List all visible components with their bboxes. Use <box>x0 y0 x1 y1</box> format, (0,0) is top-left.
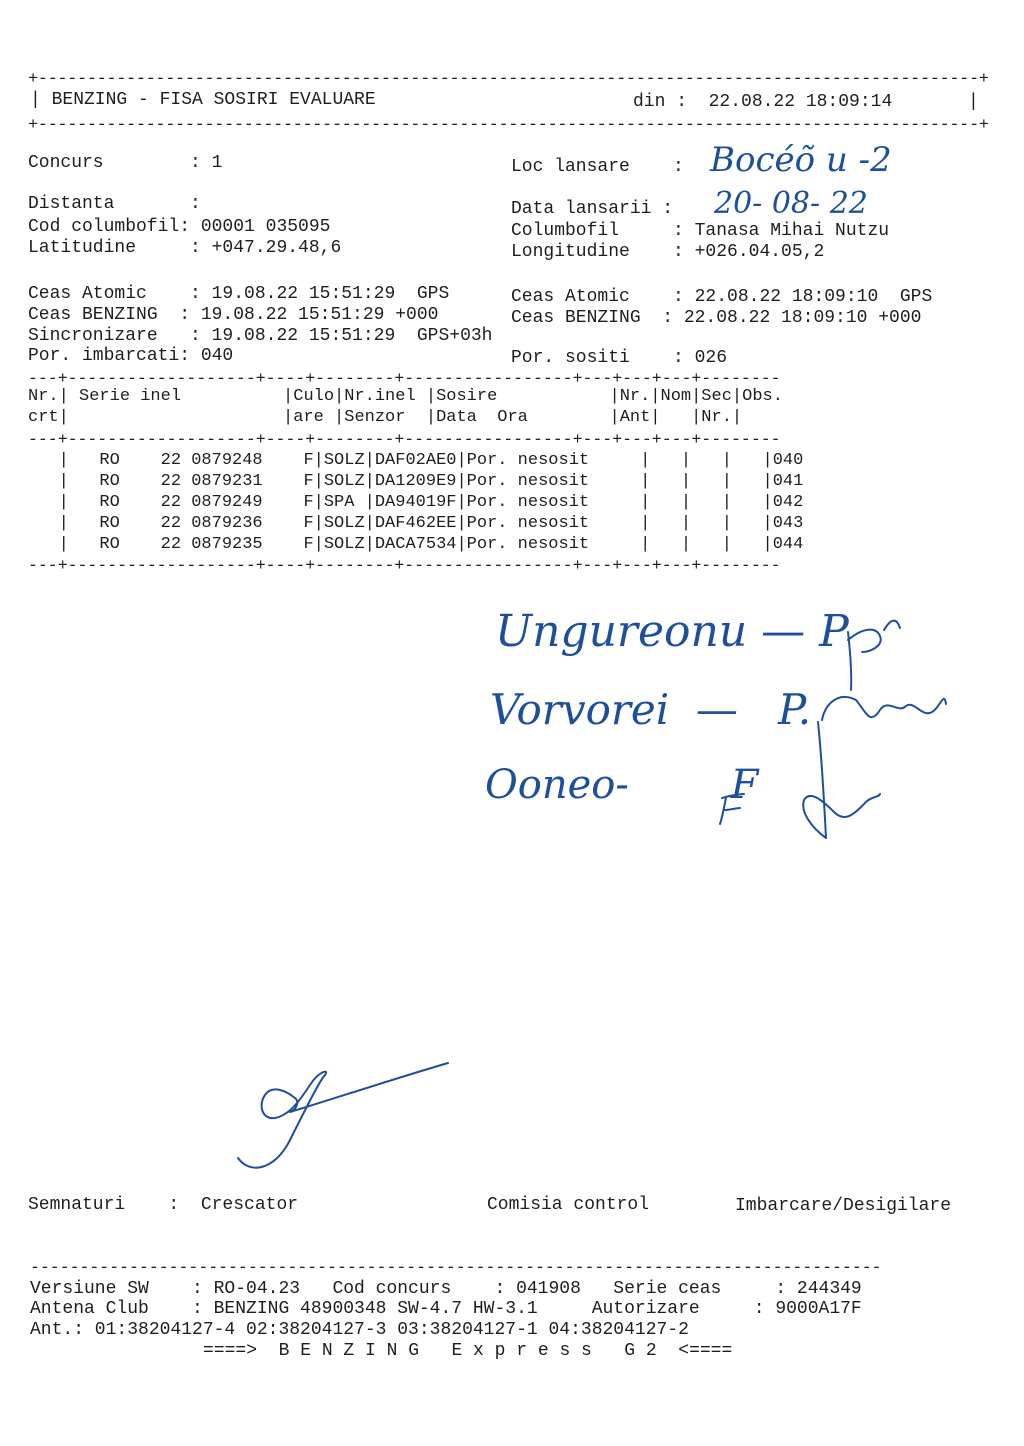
footer-line-version: Versiune SW : RO-04.23 Cod concurs : 041908 Serie ceas : 244349 <box>30 1279 862 1299</box>
footer-rule: -------------------------------------------------------------------------------------- <box>30 1258 882 1277</box>
semnaturi-crescator-label: Semnaturi : Crescator <box>28 1195 299 1215</box>
signature-mark <box>803 722 880 838</box>
cod-columbofil-field: Cod columbofil: 00001 035095 <box>28 217 331 237</box>
ceas-benzing-right: Ceas BENZING : 22.08.22 18:09:10 +000 <box>511 308 922 328</box>
header-right-bar: | <box>968 92 979 112</box>
sincronizare-field: Sincronizare : 19.08.22 15:51:29 GPS+03h <box>28 326 493 346</box>
page-title: | BENZING - FISA SOSIRI EVALUARE <box>30 90 376 110</box>
loc-lansare-handwritten: Bocéõ u -2 <box>710 140 892 180</box>
ceas-atomic-right: Ceas Atomic : 22.08.22 18:09:10 GPS <box>511 287 933 307</box>
table-row: | RO 22 0879248 F|SOLZ|DAF02AE0|Por. nesosit | | | |040 <box>28 451 804 470</box>
table-row: | RO 22 0879235 F|SOLZ|DACA7534|Por. nesosit | | | |044 <box>28 535 804 554</box>
por-imbarcati-field: Por. imbarcati: 040 <box>28 346 234 366</box>
table-row: | RO 22 0879231 F|SOLZ|DA1209E9|Por. nesosit | | | |041 <box>28 472 804 491</box>
ceas-atomic-left: Ceas Atomic : 19.08.22 15:51:29 GPS <box>28 284 450 304</box>
table-rule-bottom: ---+-------------------+----+--------+-----------------+---+---+---+-------- <box>28 556 781 575</box>
concurs-field: Concurs : 1 <box>28 153 223 173</box>
distanta-field: Distanta : <box>28 194 201 214</box>
handwritten-note-3: Ooneo- F <box>485 762 759 808</box>
handwritten-note-1: Ungureonu — P <box>495 606 849 657</box>
table-rule-mid: ---+-------------------+----+--------+-----------------+---+---+---+-------- <box>28 430 781 449</box>
signature-mark <box>848 621 900 690</box>
table-rule-top: ---+-------------------+----+--------+-----------------+---+---+---+-------- <box>28 369 781 388</box>
crescator-signature <box>238 1063 448 1168</box>
table-header-row-2: crt| |are |Senzor |Data Ora |Ant| |Nr.| <box>28 408 743 427</box>
header-bottom-rule: +------------------------------------------------------------------------------------------------+ <box>28 116 989 135</box>
ceas-benzing-left: Ceas BENZING : 19.08.22 15:51:29 +000 <box>28 305 439 325</box>
table-header-row-1: Nr.| Serie inel |Culo|Nr.inel |Sosire |Nr.|Nom|Sec|Obs. <box>28 387 783 406</box>
data-lansarii-label: Data lansarii : <box>511 199 674 219</box>
header-top-rule: +------------------------------------------------------------------------------------------------+ <box>28 70 989 89</box>
report-datetime: din : 22.08.22 18:09:14 <box>633 92 893 112</box>
columbofil-field: Columbofil : Tanasa Mihai Nutzu <box>511 221 890 241</box>
loc-lansare-label: Loc lansare : <box>511 157 684 177</box>
imbarcare-desigilare-label: Imbarcare/Desigilare <box>735 1196 952 1216</box>
table-row: | RO 22 0879236 F|SOLZ|DAF462EE|Por. nesosit | | | |043 <box>28 514 804 533</box>
signature-mark <box>822 697 946 720</box>
footer-brand-line: ====> B E N Z I N G E x p r e s s G 2 <==== <box>203 1341 733 1361</box>
longitudine-field: Longitudine : +026.04.05,2 <box>511 242 825 262</box>
footer-line-ant: Ant.: 01:38204127-4 02:38204127-3 03:38204127-1 04:38204127-2 <box>30 1320 689 1340</box>
latitudine-field: Latitudine : +047.29.48,6 <box>28 238 342 258</box>
por-sositi-field: Por. sositi : 026 <box>511 348 728 368</box>
signature-mark <box>720 794 744 824</box>
data-lansarii-handwritten: 20- 08- 22 <box>714 186 868 221</box>
comisia-control-label: Comisia control <box>487 1195 650 1215</box>
footer-line-antenna: Antena Club : BENZING 48900348 SW-4.7 HW-3.1 Autorizare : 9000A17F <box>30 1299 862 1319</box>
table-row: | RO 22 0879249 F|SPA |DA94019F|Por. nesosit | | | |042 <box>28 493 804 512</box>
handwritten-note-2: Vorvorei — P. <box>490 685 812 734</box>
